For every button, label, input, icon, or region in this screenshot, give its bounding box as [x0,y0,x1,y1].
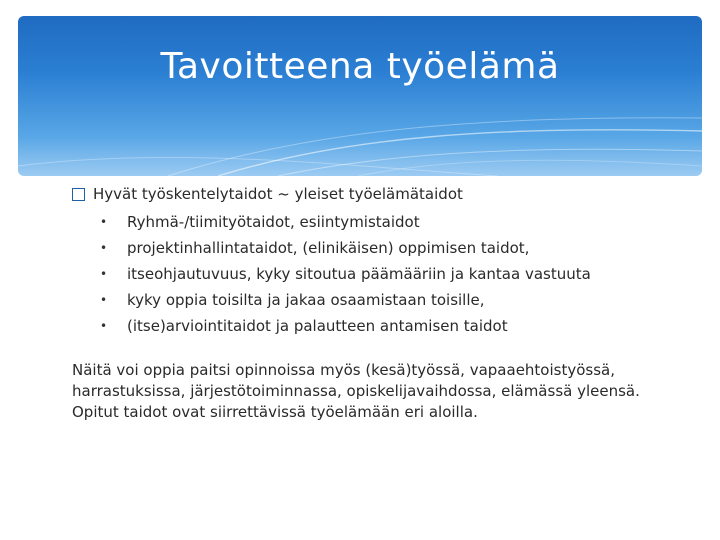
slide-content [72,183,692,423]
list-item-text: Ryhmä-/tiimityötaidot, esiintymistaidot [127,213,420,231]
list-item-text: kyky oppia toisilta ja jakaa osaamistaan toisille, [127,291,485,309]
paragraph-line: harrastuksissa, järjestötoiminnassa, opiskelijavaihdossa, elämässä yleensä. [72,382,640,400]
paragraph-line: Opitut taidot ovat siirrettävissä työelämään eri aloilla. [72,403,478,421]
dot-bullet-icon: • [100,267,108,281]
list-item [72,287,692,313]
list-item-text: itseohjautuvuus, kyky sitoutua päämääriin ja kantaa vastuuta [127,265,591,283]
list-item [72,313,692,339]
list-item-text: (itse)arviointitaidot ja palautteen antamisen taidot [127,317,508,335]
list-item [72,209,692,235]
dot-bullet-icon: • [100,215,108,229]
swoosh-decoration [18,16,702,176]
dot-bullet-icon: • [100,293,108,307]
square-bullet-icon [72,188,85,201]
summary-paragraph [72,360,692,423]
dot-bullet-icon: • [100,241,108,255]
dot-bullet-icon: • [100,319,108,333]
list-item [72,235,692,261]
slide-title: Tavoitteena työelämä [160,46,560,87]
list-item-text: projektinhallintataidot, (elinikäisen) oppimisen taidot, [127,239,530,257]
list-item [72,261,692,287]
paragraph-line: Näitä voi oppia paitsi opinnoissa myös (kesä)työssä, vapaaehtoistyössä, [72,361,615,379]
heading-text: Hyvät työskentelytaidot ~ yleiset työelämätaidot [93,185,463,203]
title-banner [18,16,702,176]
section-heading [72,183,692,205]
skills-list [72,209,692,339]
